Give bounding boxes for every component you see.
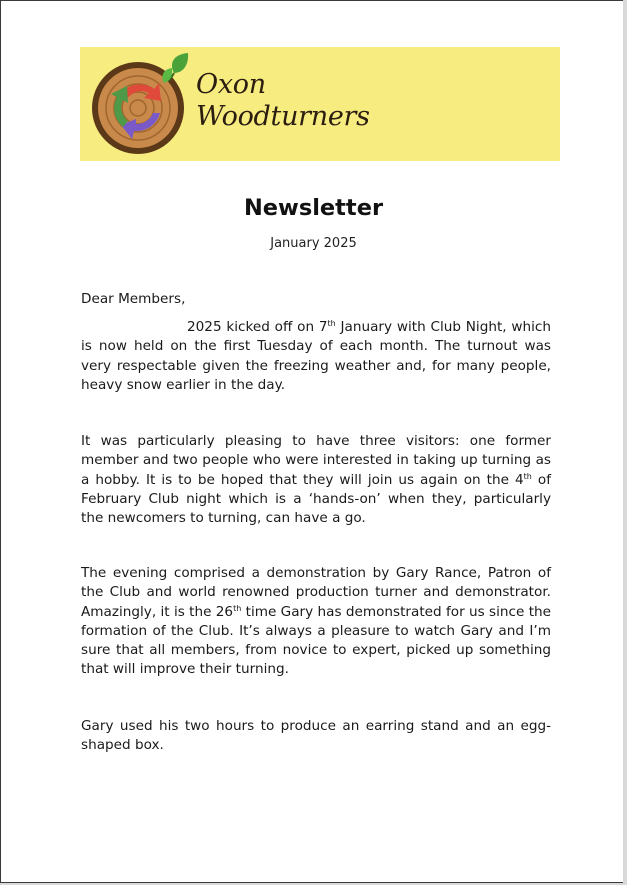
paragraph-4: Gary used his two hours to produce an earring stand and an egg-shaped box.	[81, 718, 551, 754]
club-name	[196, 69, 370, 133]
club-logo-icon	[90, 51, 194, 157]
header-banner	[80, 47, 560, 161]
logo-leaf	[172, 53, 188, 73]
club-name-line2: Woodturners	[196, 101, 370, 132]
club-name-line1: Oxon	[196, 69, 266, 100]
paragraph-1: 2025 kicked off on 7th January with Club Night, which is now held on the first Tuesday of each month. The turnout was very respectable given the freezing weather and, for many people, heavy snow earlier in the day.	[81, 319, 551, 393]
paragraph-2: It was particularly pleasing to have three visitors: one former member and two people who were interested in taking up turning as a hobby. It is to be hoped that they will join us again on the 4th of February Club night which is a ‘hands-on’ when they, particularly the newcomers to turning, can have a go.	[81, 433, 551, 527]
document-date: January 2025	[270, 236, 357, 251]
greeting: Dear Members,	[81, 291, 186, 307]
document-title: Newsletter	[243, 195, 384, 221]
paragraph-3: The evening comprised a demonstration by Gary Rance, Patron of the Club and world renowned production turner and demonstrator. Amazingly, it is the 26th time Gary has demonstrated for us since the formation of the Club. It’s always a pleasure to watch Gary and I’m sure that all members, from novice to expert, picked up something that will improve their turning.	[81, 565, 552, 678]
page-shadow-right	[623, 0, 627, 885]
